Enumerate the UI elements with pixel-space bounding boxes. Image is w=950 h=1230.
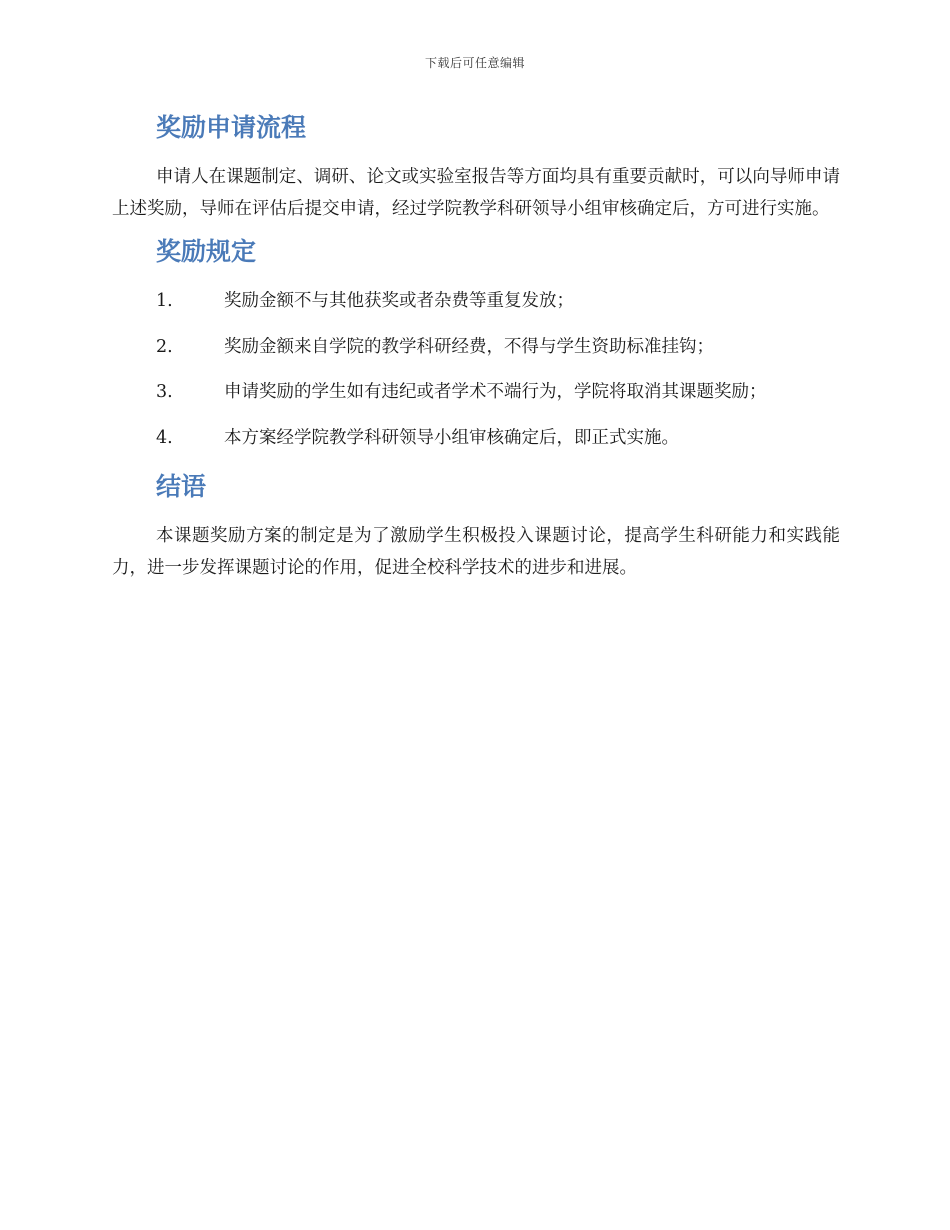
section-title: 奖励申请流程 — [156, 113, 307, 142]
section-title: 结语 — [156, 472, 207, 501]
list-number: 1. — [156, 291, 173, 311]
section-application-process — [112, 108, 840, 225]
section-paragraph: 申请人在课题制定、调研、论文或实验室报告等方面均具有重要贡献时，可以向导师申请上述奖励，导师在评估后提交申请，经过学院教学科研领导小组审核确定后，方可进行实施。 — [112, 167, 840, 219]
section-title: 奖励规定 — [156, 237, 257, 266]
section-paragraph: 本课题奖励方案的制定是为了激励学生积极投入课题讨论，提高学生科研能力和实践能力，进一步发挥课题讨论的作用，促进全校科学技术的进步和进展。 — [112, 526, 840, 578]
document-body — [112, 108, 840, 591]
list-text: 本方案经学院教学科研领导小组审核确定后，即正式实施。 — [224, 427, 679, 448]
list-item — [112, 285, 840, 317]
section-conclusion — [112, 467, 840, 584]
section-rules — [112, 232, 840, 454]
list-item — [112, 376, 840, 408]
rules-list — [112, 285, 840, 454]
list-number: 2. — [156, 336, 173, 357]
list-text: 奖励金额不与其他获奖或者杂费等重复发放； — [224, 291, 574, 311]
list-text: 奖励金额来自学院的教学科研经费，不得与学生资助标准挂钩； — [224, 336, 714, 357]
list-item — [112, 331, 840, 363]
header-note: 下载后可任意编辑 — [424, 56, 525, 70]
list-item — [112, 422, 840, 454]
list-text: 申请奖励的学生如有违纪或者学术不端行为，学院将取消其课题奖励； — [224, 382, 767, 402]
list-number: 3. — [156, 382, 173, 402]
list-number: 4. — [156, 427, 173, 448]
